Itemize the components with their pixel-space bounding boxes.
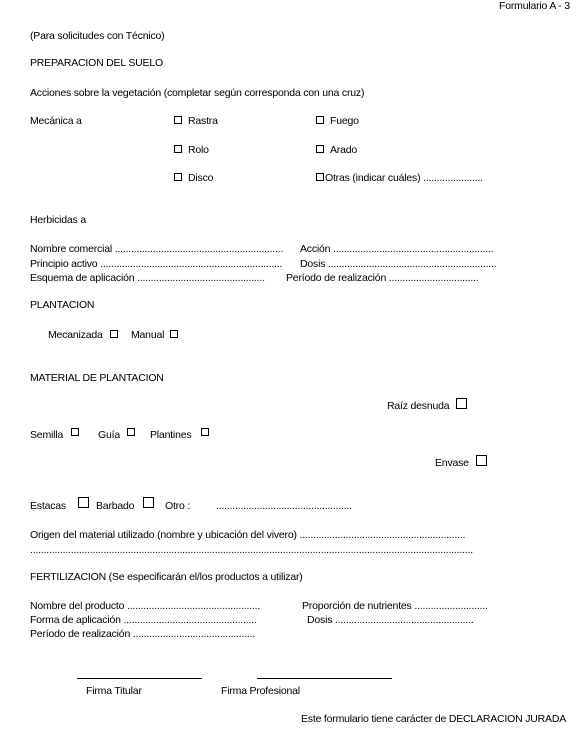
periodo-fertilizacion-field[interactable]: Período de realización .............................................	[30, 628, 256, 640]
arado-label: Arado	[330, 144, 358, 156]
firma-profesional-label: Firma Profesional	[221, 685, 300, 697]
disco-checkbox[interactable]	[174, 173, 182, 181]
firma-titular-line[interactable]	[77, 678, 202, 679]
accion-field[interactable]: Acción ...........................................................	[300, 243, 494, 255]
dosis-herbicida-field[interactable]: Dosis ..............................................................	[300, 258, 497, 270]
dosis-fertilizante-field[interactable]: Dosis ...................................................	[307, 614, 474, 626]
forma-aplicacion-field[interactable]: Forma de aplicación .................................................	[30, 614, 257, 626]
mecanizada-checkbox[interactable]	[110, 330, 118, 338]
mecanizada-label: Mecanizada	[48, 329, 103, 341]
origen-field[interactable]: Origen del material utilizado (nombre y ubicación del vivero) .............................................................	[30, 529, 466, 541]
guia-checkbox[interactable]	[127, 428, 135, 436]
herbicidas-label: Herbicidas a	[30, 214, 86, 226]
fuego-checkbox[interactable]	[316, 116, 324, 124]
otro-field[interactable]: ..................................................	[216, 500, 352, 512]
section-heading-plantacion: PLANTACION	[30, 299, 95, 311]
rastra-label: Rastra	[188, 115, 218, 127]
firma-titular-label: Firma Titular	[86, 685, 142, 697]
plantines-checkbox[interactable]	[201, 428, 209, 436]
section-heading-suelo: PREPARACION DEL SUELO	[30, 57, 163, 69]
nombre-comercial-field[interactable]: Nombre comercial ..............................................................	[30, 243, 284, 255]
otras-label: Otras (indicar cuáles) ......................	[325, 172, 483, 184]
declaracion-jurada-footer: Este formulario tiene carácter de DECLARACION JURADA	[301, 713, 567, 725]
firma-profesional-line[interactable]	[257, 678, 392, 679]
form-subtitle: (Para solicitudes con Técnico)	[30, 30, 165, 42]
envase-label: Envase	[435, 457, 469, 469]
arado-checkbox[interactable]	[316, 145, 324, 153]
semilla-label: Semilla	[30, 429, 64, 441]
esquema-aplicacion-field[interactable]: Esquema de aplicación ...............................................	[30, 272, 265, 284]
acciones-instruction: Acciones sobre la vegetación (completar según corresponda con una cruz)	[30, 87, 365, 99]
disco-label: Disco	[188, 172, 214, 184]
periodo-realizacion-field[interactable]: Período de realización .................................	[286, 272, 479, 284]
origen-continuation-field[interactable]: ...................................................................................................................................................................	[30, 544, 473, 556]
guia-label: Guía	[98, 429, 120, 441]
mecanica-label: Mecánica a	[30, 115, 82, 127]
form-code: Formulario A - 3	[499, 0, 570, 12]
raiz-desnuda-label: Raíz desnuda	[387, 400, 450, 412]
otro-label: Otro :	[165, 500, 191, 512]
fuego-label: Fuego	[330, 115, 359, 127]
rolo-label: Rolo	[188, 144, 209, 156]
raiz-desnuda-checkbox[interactable]	[456, 398, 467, 409]
barbado-label: Barbado	[96, 500, 135, 512]
rastra-checkbox[interactable]	[174, 116, 182, 124]
estacas-checkbox[interactable]	[78, 497, 89, 508]
nombre-producto-field[interactable]: Nombre del producto .................................................	[30, 600, 261, 612]
estacas-label: Estacas	[30, 500, 66, 512]
otras-checkbox[interactable]	[316, 173, 324, 181]
manual-label: Manual	[131, 329, 165, 341]
proporcion-nutrientes-field[interactable]: Proporción de nutrientes ...........................	[302, 600, 488, 612]
envase-checkbox[interactable]	[476, 455, 487, 466]
section-heading-material: MATERIAL DE PLANTACION	[30, 372, 164, 384]
section-heading-fertilizacion: FERTILIZACION (Se especificarán el/los productos a utilizar)	[30, 571, 303, 583]
semilla-checkbox[interactable]	[71, 428, 79, 436]
rolo-checkbox[interactable]	[174, 145, 182, 153]
manual-checkbox[interactable]	[170, 330, 178, 338]
barbado-checkbox[interactable]	[143, 497, 154, 508]
plantines-label: Plantines	[150, 429, 192, 441]
principio-activo-field[interactable]: Principio activo ...................................................................	[30, 258, 283, 270]
